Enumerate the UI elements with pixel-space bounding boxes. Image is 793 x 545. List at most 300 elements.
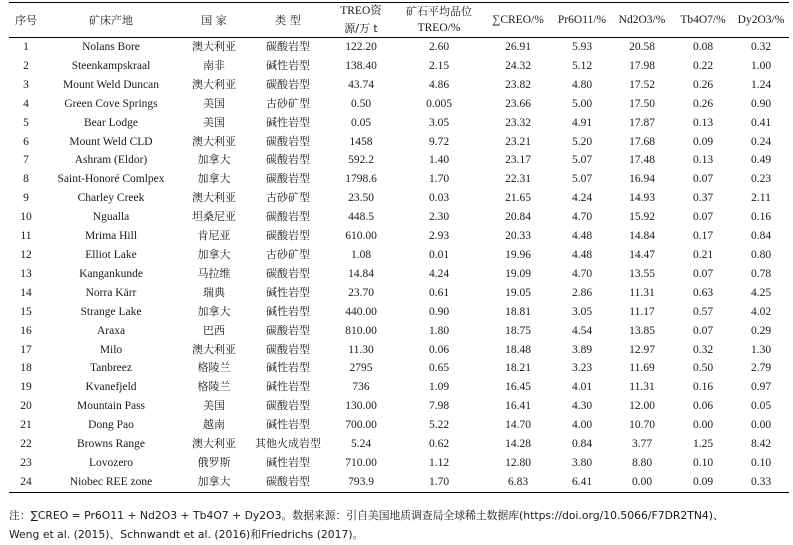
header-country: 国 家 [179,3,249,38]
cell-deposit: Kangankunde [79,267,143,280]
cell-nd: 0.00 [611,473,673,492]
cell-screo: 18.75 [505,324,531,337]
table-header-row [9,3,789,21]
cell-deposit: Araxa [96,324,126,337]
cell-dy: 0.90 [750,97,772,110]
cell-seq: 19 [20,381,32,394]
cell-tb: 0.07 [692,267,714,280]
cell-type: 碳酸岩型 [266,40,310,53]
cell-country: 美国 [203,399,225,413]
cell-treo: 1.08 [350,248,372,261]
cell-type: 碳酸岩型 [266,342,310,356]
cell-nd: 12.97 [629,343,655,356]
cell-deposit: Niobec REE zone [43,473,179,492]
rare-earth-deposit-table [9,2,789,493]
cell-country: 格陵兰 [197,380,231,394]
cell-seq: 22 [20,438,32,451]
cell-grade: 4.24 [428,267,450,280]
cell-screo: 23.66 [505,97,531,110]
cell-treo: 138.40 [345,59,377,72]
header-tb: Tb4O7/% [673,3,733,38]
table-row [9,473,789,492]
cell-dy: 1.24 [750,78,772,91]
cell-pr: 4.48 [571,248,593,261]
cell-country: 格陵兰 [197,361,231,375]
cell-country: 澳大利亚 [192,134,236,148]
cell-deposit: Ngualla [92,211,130,224]
table-row [9,359,789,378]
cell-country: 加拿大 [197,172,231,186]
cell-tb: 0.08 [692,41,714,53]
table-note [9,506,789,544]
cell-dy: 0.24 [750,135,772,148]
cell-grade: 2.30 [428,211,450,224]
cell-deposit: Strange Lake [80,305,142,318]
cell-grade: 2.60 [428,41,450,53]
table-body [9,38,789,493]
cell-type: 碱性岩型 [266,455,310,469]
cell-pr: 4.54 [571,324,593,337]
cell-treo: 610.00 [345,230,377,243]
cell-deposit: Browns Range [76,438,146,451]
table-row [9,189,789,208]
cell-seq: 7 [23,154,29,167]
cell-dy: 0.23 [750,173,772,186]
cell-pr: 4.80 [571,78,593,91]
cell-deposit: Dong Pao [88,419,134,432]
cell-screo: 23.82 [505,78,531,91]
cell-treo: 700.00 [345,419,377,432]
cell-country: 俄罗斯 [197,455,231,469]
cell-type: 碱性岩型 [266,380,310,394]
cell-nd: 11.31 [629,286,655,299]
cell-type: 古砂矿型 [266,96,310,110]
cell-grade: 0.90 [428,305,450,318]
cell-seq: 20 [20,400,32,413]
cell-type: 碱性岩型 [266,361,310,375]
cell-pr: 5.93 [571,41,593,53]
table-row [9,284,789,303]
cell-nd: 8.80 [631,456,653,469]
note-line-1: 注：∑CREO = Pr6O11 + Nd2O3 + Tb4O7 + Dy2O3。数据来源：引自美国地质调查局全球稀土数据库(https://doi.org/10.5066/F7DR2TN4)、 [9,509,724,522]
cell-treo: 5.24 [350,438,372,451]
cell-deposit: Steenkampskraal [71,59,151,72]
cell-country: 南非 [203,58,225,72]
cell-pr: 4.30 [571,400,593,413]
cell-seq: 16 [20,324,32,337]
cell-nd: 12.00 [629,400,655,413]
cell-grade: 4.86 [428,78,450,91]
cell-grade: 5.22 [428,419,450,432]
cell-seq: 15 [20,305,32,318]
cell-treo: 736 [352,381,370,394]
table-row [9,322,789,341]
cell-dy: 4.02 [750,305,772,318]
cell-screo: 14.28 [505,438,531,451]
cell-type: 碳酸岩型 [266,229,310,243]
cell-seq: 13 [20,267,32,280]
cell-country: 坦桑尼亚 [192,210,236,224]
cell-seq: 6 [23,135,29,148]
table-row [9,76,789,95]
cell-treo: 440.00 [345,305,377,318]
cell-seq: 5 [23,116,29,129]
header-treo-line2: 源/万 t [327,20,395,38]
cell-tb: 0.16 [692,381,714,394]
cell-tb: 0.10 [692,456,714,469]
cell-type: 碳酸岩型 [266,399,310,413]
cell-screo: 18.21 [505,362,531,375]
cell-treo: 130.00 [345,400,377,413]
cell-nd: 14.47 [629,248,655,261]
cell-seq: 18 [20,362,32,375]
cell-pr: 5.07 [571,154,593,167]
cell-nd: 14.93 [629,192,655,205]
cell-treo: 11.30 [348,343,374,356]
cell-pr: 3.89 [571,343,593,356]
cell-pr: 5.07 [571,173,593,186]
cell-tb: 0.09 [673,473,733,492]
header-pr: Pr6O11/% [553,3,611,38]
cell-country: 澳大利亚 [192,77,236,91]
table-row [9,114,789,133]
cell-type: 碳酸岩型 [266,77,310,91]
cell-screo: 6.83 [483,473,553,492]
table-row [9,151,789,170]
cell-treo: 0.50 [350,97,372,110]
cell-nd: 11.17 [629,305,655,318]
cell-country: 越南 [203,418,225,432]
cell-nd: 14.84 [629,230,655,243]
cell-deposit: Milo [99,343,123,356]
cell-deposit: Mountain Pass [76,400,146,413]
header-screo: ∑CREO/% [483,3,553,38]
header-type: 类 型 [249,3,327,38]
cell-screo: 18.48 [505,343,531,356]
cell-country: 澳大利亚 [192,191,236,205]
cell-grade: 0.65 [428,362,450,375]
cell-type: 碱性岩型 [266,115,310,129]
cell-country: 瑞典 [203,285,225,299]
table-row [9,57,789,76]
cell-type: 碳酸岩型 [266,134,310,148]
cell-seq: 2 [23,59,29,72]
cell-grade: 7.98 [428,400,450,413]
cell-country: 澳大利亚 [192,342,236,356]
cell-pr: 4.48 [571,230,593,243]
cell-pr: 4.91 [571,116,593,129]
cell-tb: 0.50 [692,362,714,375]
cell-tb: 0.26 [692,78,714,91]
cell-pr: 4.70 [571,211,593,224]
cell-deposit: Ashram (Eldor) [74,154,148,167]
cell-screo: 19.96 [505,248,531,261]
cell-tb: 0.22 [692,59,714,72]
cell-deposit: Mount Weld Duncan [63,78,159,91]
cell-type: 古砂矿型 [266,191,310,205]
table-row [9,38,789,57]
cell-grade: 0.62 [428,438,450,451]
note-line-2: Weng et al. (2015)、Schnwandt et al. (2016)和Friedrichs (2017)。 [9,528,364,541]
cell-country: 加拿大 [179,473,249,492]
cell-tb: 0.57 [692,305,714,318]
table-row [9,265,789,284]
cell-dy: 8.42 [750,438,772,451]
cell-pr: 5.00 [571,97,593,110]
cell-country: 美国 [203,115,225,129]
cell-tb: 0.13 [692,116,714,129]
cell-tb: 0.26 [692,97,714,110]
cell-pr: 4.70 [571,267,593,280]
header-dy: Dy2O3/% [733,3,789,38]
cell-type: 碱性岩型 [266,285,310,299]
cell-seq: 1 [23,41,29,53]
cell-dy: 4.25 [750,286,772,299]
cell-type: 其他火成岩型 [255,437,321,451]
cell-treo: 1458 [349,135,373,148]
cell-type: 碳酸岩型 [266,210,310,224]
cell-pr: 4.01 [571,381,593,394]
cell-country: 澳大利亚 [192,437,236,451]
cell-dy: 0.29 [750,324,772,337]
cell-screo: 23.21 [505,135,531,148]
cell-seq: 23 [20,456,32,469]
cell-dy: 0.00 [750,419,772,432]
cell-seq: 3 [23,78,29,91]
cell-tb: 0.21 [692,248,714,261]
cell-pr: 0.84 [571,438,593,451]
cell-treo: 122.20 [345,41,377,53]
cell-deposit: Nolans Bore [82,41,140,53]
cell-grade: 0.01 [428,248,450,261]
cell-nd: 17.52 [629,78,655,91]
cell-treo: 793.9 [327,473,395,492]
cell-screo: 19.09 [505,267,531,280]
cell-grade: 1.80 [428,324,450,337]
cell-seq: 4 [23,97,29,110]
cell-dy: 1.30 [750,343,772,356]
cell-pr: 4.24 [571,192,593,205]
cell-screo: 24.32 [505,59,531,72]
table-row [9,435,789,454]
cell-screo: 19.05 [505,286,531,299]
cell-treo: 43.74 [348,78,374,91]
cell-grade: 1.40 [428,154,450,167]
cell-type: 碳酸岩型 [249,473,327,492]
cell-grade: 0.03 [428,192,450,205]
cell-nd: 17.50 [629,97,655,110]
cell-type: 碳酸岩型 [266,266,310,280]
cell-treo: 710.00 [345,456,377,469]
cell-type: 碳酸岩型 [266,153,310,167]
cell-dy: 0.10 [750,456,772,469]
cell-grade: 0.005 [426,97,452,110]
cell-tb: 0.09 [692,135,714,148]
cell-pr: 5.20 [571,135,593,148]
table-row [9,341,789,360]
cell-grade: 1.70 [395,473,483,492]
table-row [9,378,789,397]
cell-deposit: Kvanefjeld [85,381,137,394]
cell-seq: 8 [23,173,29,186]
cell-seq: 9 [23,192,29,205]
table-row [9,133,789,152]
cell-screo: 23.17 [505,154,531,167]
cell-country: 美国 [203,96,225,110]
cell-deposit: Elliot Lake [85,248,137,261]
cell-tb: 0.07 [692,211,714,224]
cell-nd: 20.58 [629,41,655,53]
cell-seq: 17 [20,343,32,356]
table-row [9,208,789,227]
cell-type: 碱性岩型 [266,304,310,318]
cell-nd: 16.94 [629,173,655,186]
cell-seq: 21 [20,419,32,432]
cell-treo: 1798.6 [345,173,377,186]
cell-nd: 15.92 [629,211,655,224]
cell-grade: 1.12 [428,456,450,469]
cell-grade: 1.70 [428,173,450,186]
cell-pr: 3.80 [571,456,593,469]
cell-type: 碱性岩型 [266,418,310,432]
cell-screo: 26.91 [505,41,531,53]
cell-tb: 0.17 [692,230,714,243]
cell-type: 古砂矿型 [266,247,310,261]
cell-deposit: Saint-Honoré Comlpex [57,173,165,186]
cell-seq: 14 [20,286,32,299]
cell-tb: 0.32 [692,343,714,356]
cell-country: 加拿大 [197,304,231,318]
cell-dy: 0.05 [750,400,772,413]
cell-grade: 2.15 [428,59,450,72]
table-row [9,95,789,114]
cell-dy: 0.78 [750,267,772,280]
cell-nd: 3.77 [631,438,653,451]
table-row [9,170,789,189]
header-treo-line1: TREO资 [327,3,395,21]
table-row [9,246,789,265]
cell-pr: 5.12 [571,59,593,72]
cell-nd: 10.70 [629,419,655,432]
cell-dy: 0.97 [750,381,772,394]
cell-pr: 6.41 [553,473,611,492]
cell-dy: 0.49 [750,154,772,167]
cell-deposit: Green Cove Springs [64,97,158,110]
table-row [9,416,789,435]
cell-tb: 0.63 [692,286,714,299]
cell-nd: 17.68 [629,135,655,148]
cell-tb: 0.07 [692,173,714,186]
cell-tb: 0.07 [692,324,714,337]
cell-seq: 11 [20,230,32,243]
cell-dy: 0.33 [733,473,789,492]
cell-treo: 0.05 [350,116,372,129]
cell-screo: 12.80 [505,456,531,469]
cell-treo: 448.5 [348,211,374,224]
cell-deposit: Bear Lodge [84,116,138,129]
cell-screo: 16.45 [505,381,531,394]
cell-screo: 21.65 [505,192,531,205]
table-row [9,303,789,322]
header-seq: 序号 [9,3,43,38]
cell-country: 澳大利亚 [192,40,236,53]
header-grade-line1: 矿石平均品位 [395,3,483,21]
cell-type: 碳酸岩型 [266,172,310,186]
cell-dy: 0.41 [750,116,772,129]
cell-treo: 2795 [349,362,373,375]
cell-seq: 10 [20,211,32,224]
cell-nd: 17.98 [629,59,655,72]
cell-tb: 0.00 [692,419,714,432]
cell-pr: 2.86 [571,286,593,299]
cell-deposit: Lovozero [88,456,134,469]
cell-pr: 3.05 [571,305,593,318]
cell-pr: 3.23 [571,362,593,375]
cell-dy: 0.32 [750,41,772,53]
cell-nd: 17.48 [629,154,655,167]
cell-tb: 0.06 [692,400,714,413]
cell-treo: 810.00 [345,324,377,337]
cell-nd: 17.87 [629,116,655,129]
header-deposit: 矿床产地 [43,3,179,38]
cell-screo: 14.70 [505,419,531,432]
cell-treo: 23.70 [348,286,374,299]
cell-deposit: Tanbreez [90,362,132,375]
cell-screo: 18.81 [505,305,531,318]
cell-seq: 24 [9,473,43,492]
cell-dy: 0.84 [750,230,772,243]
cell-dy: 0.80 [750,248,772,261]
cell-nd: 13.85 [629,324,655,337]
cell-country: 肯尼亚 [197,229,231,243]
cell-type: 碱性岩型 [266,58,310,72]
cell-nd: 11.69 [629,362,655,375]
cell-deposit: Norra Kärr [85,286,137,299]
cell-grade: 2.93 [428,230,450,243]
cell-country: 马拉维 [197,266,231,280]
cell-seq: 12 [20,248,32,261]
cell-tb: 0.13 [692,154,714,167]
cell-screo: 23.32 [505,116,531,129]
cell-type: 碳酸岩型 [266,323,310,337]
cell-grade: 9.72 [428,135,450,148]
table-row [9,397,789,416]
cell-deposit: Mrima Hill [84,230,138,243]
cell-pr: 4.00 [571,419,593,432]
cell-deposit: Charley Creek [77,192,145,205]
cell-grade: 1.09 [428,381,450,394]
cell-dy: 2.79 [750,362,772,375]
cell-treo: 23.50 [348,192,374,205]
cell-nd: 11.31 [629,381,655,394]
cell-treo: 592.2 [348,154,374,167]
cell-treo: 14.84 [348,267,374,280]
cell-dy: 2.11 [751,192,771,205]
cell-country: 巴西 [203,323,225,337]
cell-tb: 0.37 [692,192,714,205]
table-row [9,227,789,246]
header-nd: Nd2O3/% [611,3,673,38]
cell-dy: 1.00 [750,59,772,72]
cell-deposit: Mount Weld CLD [69,135,153,148]
cell-screo: 22.31 [505,173,531,186]
cell-grade: 3.05 [428,116,450,129]
cell-nd: 13.55 [629,267,655,280]
cell-tb: 1.25 [692,438,714,451]
header-grade-line2: TREO/% [395,20,483,38]
cell-grade: 0.61 [428,286,450,299]
cell-dy: 0.16 [750,211,772,224]
